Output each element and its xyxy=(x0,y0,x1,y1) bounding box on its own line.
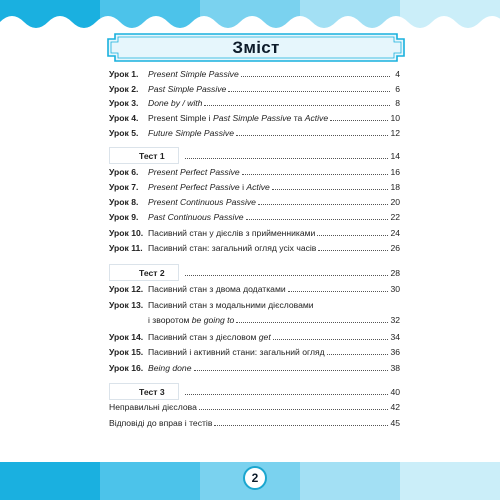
toc-title: Пасивний стан: загальний огляд усіх часів xyxy=(148,243,317,253)
page-number: 10 xyxy=(390,113,400,123)
dot-leader xyxy=(185,158,390,159)
toc-test-row xyxy=(109,266,400,280)
dot-leader xyxy=(318,250,390,251)
toc-title: Неправильні дієслова xyxy=(109,402,197,412)
toc-title xyxy=(148,313,234,327)
toc-title: Пасивний стан у дієслів з прийменниками xyxy=(148,228,316,238)
dot-leader xyxy=(214,425,390,426)
toc-row xyxy=(109,330,400,344)
lesson-label: Урок 11. xyxy=(109,243,143,253)
page-number: 16 xyxy=(390,167,400,177)
toc-title: Пасивний і активний стани: загальний огляд xyxy=(148,347,325,357)
title-part: і xyxy=(239,182,247,192)
test-label: Тест 1 xyxy=(139,151,165,161)
page-number: 18 xyxy=(390,182,400,192)
toc-row xyxy=(109,345,400,359)
toc-title: Past Continuous Passive xyxy=(148,212,244,222)
page-number: 38 xyxy=(390,363,400,373)
toc-title xyxy=(148,180,270,194)
page-number: 20 xyxy=(390,197,400,207)
toc-title: Present Perfect Passive xyxy=(148,167,240,177)
toc-row xyxy=(109,400,400,414)
toc-title: Future Simple Passive xyxy=(148,128,234,138)
toc-title: Відповіді до вправ і тестів xyxy=(109,418,213,428)
dot-leader xyxy=(194,370,390,371)
dot-leader xyxy=(199,409,390,410)
page-number: 8 xyxy=(395,98,400,108)
title-part: be going to xyxy=(191,315,235,325)
toc-row xyxy=(109,361,400,375)
title-part: Пасивний стан з дієсловом xyxy=(148,332,259,342)
dot-leader xyxy=(272,189,390,190)
lesson-label: Урок 5. xyxy=(109,128,139,138)
title-part: Present Perfect Passive xyxy=(148,182,240,192)
dot-leader xyxy=(236,135,390,136)
page-number: 34 xyxy=(390,332,400,342)
page-number: 26 xyxy=(390,243,400,253)
page-number: 36 xyxy=(390,347,400,357)
band-stripe xyxy=(300,462,400,500)
toc-test-row xyxy=(109,385,400,399)
dot-leader xyxy=(330,120,390,121)
dot-leader xyxy=(185,394,390,395)
toc-title: Present Continuous Passive xyxy=(148,197,256,207)
title-part: Active xyxy=(304,113,329,123)
dot-leader xyxy=(327,354,390,355)
toc-row xyxy=(109,210,400,224)
page-number: 6 xyxy=(395,84,400,94)
toc-row xyxy=(109,126,400,140)
dot-leader xyxy=(273,339,390,340)
lesson-label: Урок 10. xyxy=(109,228,144,238)
dot-leader xyxy=(185,275,390,276)
toc-row xyxy=(109,96,400,110)
dot-leader xyxy=(317,235,390,236)
page-number: 22 xyxy=(390,212,400,222)
title-part: і зворотом xyxy=(148,315,192,325)
lesson-label: Урок 3. xyxy=(109,98,139,108)
title-part: та xyxy=(291,113,305,123)
page-number: 4 xyxy=(395,69,400,79)
lesson-label: Урок 12. xyxy=(109,284,144,294)
toc-row xyxy=(109,111,400,125)
band-stripe xyxy=(0,462,100,500)
lesson-label: Урок 14. xyxy=(109,332,144,342)
dot-leader xyxy=(246,219,390,220)
toc-row xyxy=(109,180,400,194)
test-label: Тест 2 xyxy=(139,268,165,278)
toc-title: Present Simple Passive xyxy=(148,69,239,79)
toc-row xyxy=(109,241,400,255)
toc-row xyxy=(109,82,400,96)
dot-leader xyxy=(288,291,390,292)
title-part: Past Simple Passive xyxy=(212,113,292,123)
toc-title: Пасивний стан з модальними дієсловами xyxy=(148,300,314,310)
lesson-label: Урок 1. xyxy=(109,69,139,79)
toc-row xyxy=(109,226,400,240)
band-stripe xyxy=(100,462,200,500)
lesson-label: Урок 13. xyxy=(109,300,144,310)
dot-leader xyxy=(258,204,390,205)
dot-leader xyxy=(204,105,390,106)
title-part: Active xyxy=(246,182,270,192)
toc-row xyxy=(109,313,400,327)
lesson-label: Урок 9. xyxy=(109,212,139,222)
lesson-label: Урок 15. xyxy=(109,347,144,357)
page-number: 24 xyxy=(390,228,400,238)
toc-title xyxy=(148,111,328,125)
page-number: 12 xyxy=(390,128,400,138)
page-number: 45 xyxy=(390,418,400,428)
page-number: 30 xyxy=(390,284,400,294)
dot-leader xyxy=(242,174,390,175)
page-number: 32 xyxy=(390,315,400,325)
toc-title: Done by / with xyxy=(148,98,203,108)
page-number-badge: 2 xyxy=(243,466,267,490)
toc-row xyxy=(109,165,400,179)
title-part: get xyxy=(258,332,271,342)
dot-leader xyxy=(236,322,390,323)
toc-row xyxy=(109,67,400,81)
toc-row xyxy=(109,416,400,430)
page-number: 42 xyxy=(390,402,400,412)
page-number: 14 xyxy=(390,151,400,161)
page-title: Зміст xyxy=(232,38,280,57)
page-number: 40 xyxy=(390,387,400,397)
toc-row xyxy=(109,195,400,209)
toc-title: Пасивний стан з двома додатками xyxy=(148,284,286,294)
lesson-label: Урок 2. xyxy=(109,84,139,94)
lesson-label: Урок 4. xyxy=(109,113,139,123)
band-stripe xyxy=(400,462,500,500)
dot-leader xyxy=(228,91,390,92)
toc-row xyxy=(109,282,400,296)
lesson-label: Урок 6. xyxy=(109,167,139,177)
toc-row xyxy=(109,298,400,312)
toc-title xyxy=(148,330,271,344)
toc-title: Being done xyxy=(148,363,192,373)
toc-test-row xyxy=(109,149,400,163)
lesson-label: Урок 7. xyxy=(109,182,139,192)
lesson-label: Урок 8. xyxy=(109,197,139,207)
title-part: Present Simple і xyxy=(148,113,213,123)
toc-title: Past Simple Passive xyxy=(148,84,227,94)
dot-leader xyxy=(241,76,390,77)
page-number: 28 xyxy=(390,268,400,278)
lesson-label: Урок 16. xyxy=(109,363,144,373)
test-label: Тест 3 xyxy=(139,387,165,397)
